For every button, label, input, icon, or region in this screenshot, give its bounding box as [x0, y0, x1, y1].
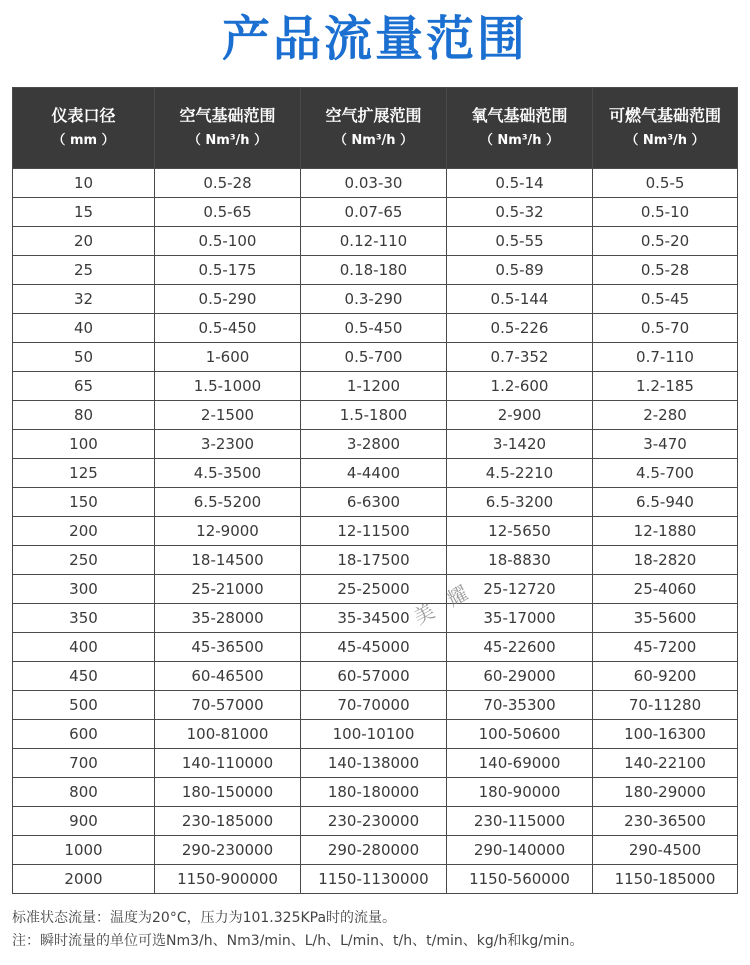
table-cell: 1150-1130000: [301, 865, 447, 894]
table-cell: 12-11500: [301, 517, 447, 546]
table-cell: 800: [13, 778, 155, 807]
table-row: [13, 517, 738, 546]
table-cell: 290-4500: [593, 836, 738, 865]
column-header: [447, 88, 593, 169]
column-header: [301, 88, 447, 169]
table-cell: 0.3-290: [301, 285, 447, 314]
table-cell: 140-110000: [155, 749, 301, 778]
table-cell: 4-4400: [301, 459, 447, 488]
table-cell: 0.03-30: [301, 169, 447, 198]
column-header-unit: （ Nm³/h ）: [479, 133, 560, 148]
table-cell: 25-4060: [593, 575, 738, 604]
table-row: [13, 836, 738, 865]
table-cell: 35-28000: [155, 604, 301, 633]
table-cell: 45-22600: [447, 633, 593, 662]
table-cell: 180-180000: [301, 778, 447, 807]
table-row: [13, 372, 738, 401]
table-cell: 0.5-226: [447, 314, 593, 343]
table-row: [13, 488, 738, 517]
table-cell: 4.5-3500: [155, 459, 301, 488]
table-cell: 230-185000: [155, 807, 301, 836]
table-cell: 180-90000: [447, 778, 593, 807]
table-cell: 1.5-1800: [301, 401, 447, 430]
table-cell: 18-8830: [447, 546, 593, 575]
table-cell: 70-11280: [593, 691, 738, 720]
table-cell: 180-29000: [593, 778, 738, 807]
note-units: 注：瞬时流量的单位可选Nm3/h、Nm3/min、L/h、L/min、t/h、t/min、kg/h和kg/min。: [12, 933, 584, 949]
table-cell: 12-5650: [447, 517, 593, 546]
table-cell: 600: [13, 720, 155, 749]
table-cell: 60-57000: [301, 662, 447, 691]
table-cell: 10: [13, 169, 155, 198]
table-cell: 0.5-14: [447, 169, 593, 198]
table-row: [13, 314, 738, 343]
table-cell: 230-36500: [593, 807, 738, 836]
table-cell: 3-470: [593, 430, 738, 459]
column-header-unit: （ mm ）: [52, 133, 115, 148]
table-cell: 4.5-700: [593, 459, 738, 488]
table-row: [13, 778, 738, 807]
table-row: [13, 401, 738, 430]
table-row: [13, 807, 738, 836]
table-cell: 230-230000: [301, 807, 447, 836]
table-cell: 290-280000: [301, 836, 447, 865]
table-cell: 45-36500: [155, 633, 301, 662]
table-row: [13, 459, 738, 488]
table-row: [13, 546, 738, 575]
table-cell: 700: [13, 749, 155, 778]
table-cell: 35-5600: [593, 604, 738, 633]
table-cell: 0.07-65: [301, 198, 447, 227]
table-cell: 1-600: [155, 343, 301, 372]
table-cell: 50: [13, 343, 155, 372]
table-cell: 6-6300: [301, 488, 447, 517]
table-body: [13, 169, 738, 894]
table-cell: 15: [13, 198, 155, 227]
table-cell: 2-900: [447, 401, 593, 430]
table-cell: 180-150000: [155, 778, 301, 807]
table-cell: 4.5-2210: [447, 459, 593, 488]
table-cell: 2-280: [593, 401, 738, 430]
table-cell: 500: [13, 691, 155, 720]
table-cell: 25: [13, 256, 155, 285]
table-cell: 150: [13, 488, 155, 517]
table-row: [13, 749, 738, 778]
table-cell: 0.5-70: [593, 314, 738, 343]
table-cell: 45-7200: [593, 633, 738, 662]
table-cell: 100-50600: [447, 720, 593, 749]
table-cell: 0.18-180: [301, 256, 447, 285]
table-cell: 140-69000: [447, 749, 593, 778]
table-cell: 3-2300: [155, 430, 301, 459]
table-cell: 12-1880: [593, 517, 738, 546]
table-cell: 1.2-600: [447, 372, 593, 401]
table-cell: 0.5-144: [447, 285, 593, 314]
table-row: [13, 227, 738, 256]
table-cell: 18-17500: [301, 546, 447, 575]
table-cell: 300: [13, 575, 155, 604]
table-cell: 40: [13, 314, 155, 343]
table-row: [13, 285, 738, 314]
table-cell: 0.5-32: [447, 198, 593, 227]
table-cell: 0.5-45: [593, 285, 738, 314]
table-cell: 1-1200: [301, 372, 447, 401]
table-cell: 18-2820: [593, 546, 738, 575]
table-cell: 0.5-5: [593, 169, 738, 198]
table-cell: 230-115000: [447, 807, 593, 836]
table-cell: 0.7-110: [593, 343, 738, 372]
table-cell: 3-2800: [301, 430, 447, 459]
table-cell: 0.5-175: [155, 256, 301, 285]
table-row: [13, 575, 738, 604]
table-cell: 35-17000: [447, 604, 593, 633]
table-cell: 0.5-89: [447, 256, 593, 285]
table-cell: 1150-900000: [155, 865, 301, 894]
table-cell: 25-25000: [301, 575, 447, 604]
table-cell: 25-21000: [155, 575, 301, 604]
table-cell: 6.5-940: [593, 488, 738, 517]
table-cell: 0.5-450: [301, 314, 447, 343]
table-cell: 0.5-28: [593, 256, 738, 285]
table-cell: 450: [13, 662, 155, 691]
flow-range-table: [12, 87, 738, 894]
table-cell: 900: [13, 807, 155, 836]
column-header: [13, 88, 155, 169]
table-cell: 35-34500: [301, 604, 447, 633]
table-cell: 12-9000: [155, 517, 301, 546]
table-cell: 60-29000: [447, 662, 593, 691]
table-cell: 0.5-100: [155, 227, 301, 256]
notes: [12, 907, 742, 953]
column-header-name: 仪表口径: [51, 106, 116, 125]
table-cell: 0.5-10: [593, 198, 738, 227]
table-cell: 200: [13, 517, 155, 546]
table-cell: 20: [13, 227, 155, 256]
table-row: [13, 633, 738, 662]
table-cell: 25-12720: [447, 575, 593, 604]
table-cell: 100-81000: [155, 720, 301, 749]
table-cell: 0.5-450: [155, 314, 301, 343]
table-cell: 2000: [13, 865, 155, 894]
column-header-unit: （ Nm³/h ）: [625, 133, 705, 148]
page-title: 产品流量范围: [221, 11, 528, 67]
table-row: [13, 430, 738, 459]
table-cell: 70-70000: [301, 691, 447, 720]
table-cell: 1.2-185: [593, 372, 738, 401]
table-cell: 60-9200: [593, 662, 738, 691]
table-cell: 6.5-3200: [447, 488, 593, 517]
table-cell: 0.5-65: [155, 198, 301, 227]
column-header: [593, 88, 738, 169]
column-header: [155, 88, 301, 169]
table-cell: 60-46500: [155, 662, 301, 691]
note-standard-condition: 标准状态流量：温度为20°C，压力为101.325KPa时的流量。: [12, 910, 397, 926]
table-cell: 80: [13, 401, 155, 430]
table-header: [13, 88, 738, 169]
table-cell: 100-16300: [593, 720, 738, 749]
table-cell: 290-230000: [155, 836, 301, 865]
table-cell: 1150-560000: [447, 865, 593, 894]
table-cell: 6.5-5200: [155, 488, 301, 517]
table-cell: 70-57000: [155, 691, 301, 720]
table-cell: 125: [13, 459, 155, 488]
table-cell: 100: [13, 430, 155, 459]
table-row: [13, 662, 738, 691]
table-row: [13, 604, 738, 633]
table-cell: 100-10100: [301, 720, 447, 749]
table-cell: 0.5-55: [447, 227, 593, 256]
column-header-name: 可燃气基础范围: [608, 106, 721, 125]
table-row: [13, 720, 738, 749]
table-row: [13, 198, 738, 227]
table-cell: 0.5-290: [155, 285, 301, 314]
table-row: [13, 865, 738, 894]
table-cell: 0.5-700: [301, 343, 447, 372]
table-cell: 45-45000: [301, 633, 447, 662]
table-cell: 0.5-20: [593, 227, 738, 256]
watermark: 美耀: [409, 572, 488, 630]
table-cell: 140-22100: [593, 749, 738, 778]
table-cell: 65: [13, 372, 155, 401]
table-cell: 70-35300: [447, 691, 593, 720]
column-header-unit: （ Nm³/h ）: [333, 133, 414, 148]
table-cell: 0.7-352: [447, 343, 593, 372]
table-row: [13, 169, 738, 198]
table-cell: 1000: [13, 836, 155, 865]
table-row: [13, 691, 738, 720]
table-cell: 250: [13, 546, 155, 575]
table-cell: 290-140000: [447, 836, 593, 865]
table-cell: 140-138000: [301, 749, 447, 778]
table-row: [13, 256, 738, 285]
table-cell: 0.5-28: [155, 169, 301, 198]
table-cell: 1.5-1000: [155, 372, 301, 401]
table-cell: 0.12-110: [301, 227, 447, 256]
column-header-name: 空气基础范围: [179, 106, 276, 125]
column-header-name: 空气扩展范围: [325, 106, 422, 125]
column-header-unit: （ Nm³/h ）: [187, 133, 268, 148]
table-cell: 2-1500: [155, 401, 301, 430]
table-cell: 400: [13, 633, 155, 662]
table-cell: 350: [13, 604, 155, 633]
table-cell: 18-14500: [155, 546, 301, 575]
table-row: [13, 343, 738, 372]
table-cell: 3-1420: [447, 430, 593, 459]
column-header-name: 氧气基础范围: [471, 106, 568, 125]
table-cell: 1150-185000: [593, 865, 738, 894]
table-cell: 32: [13, 285, 155, 314]
